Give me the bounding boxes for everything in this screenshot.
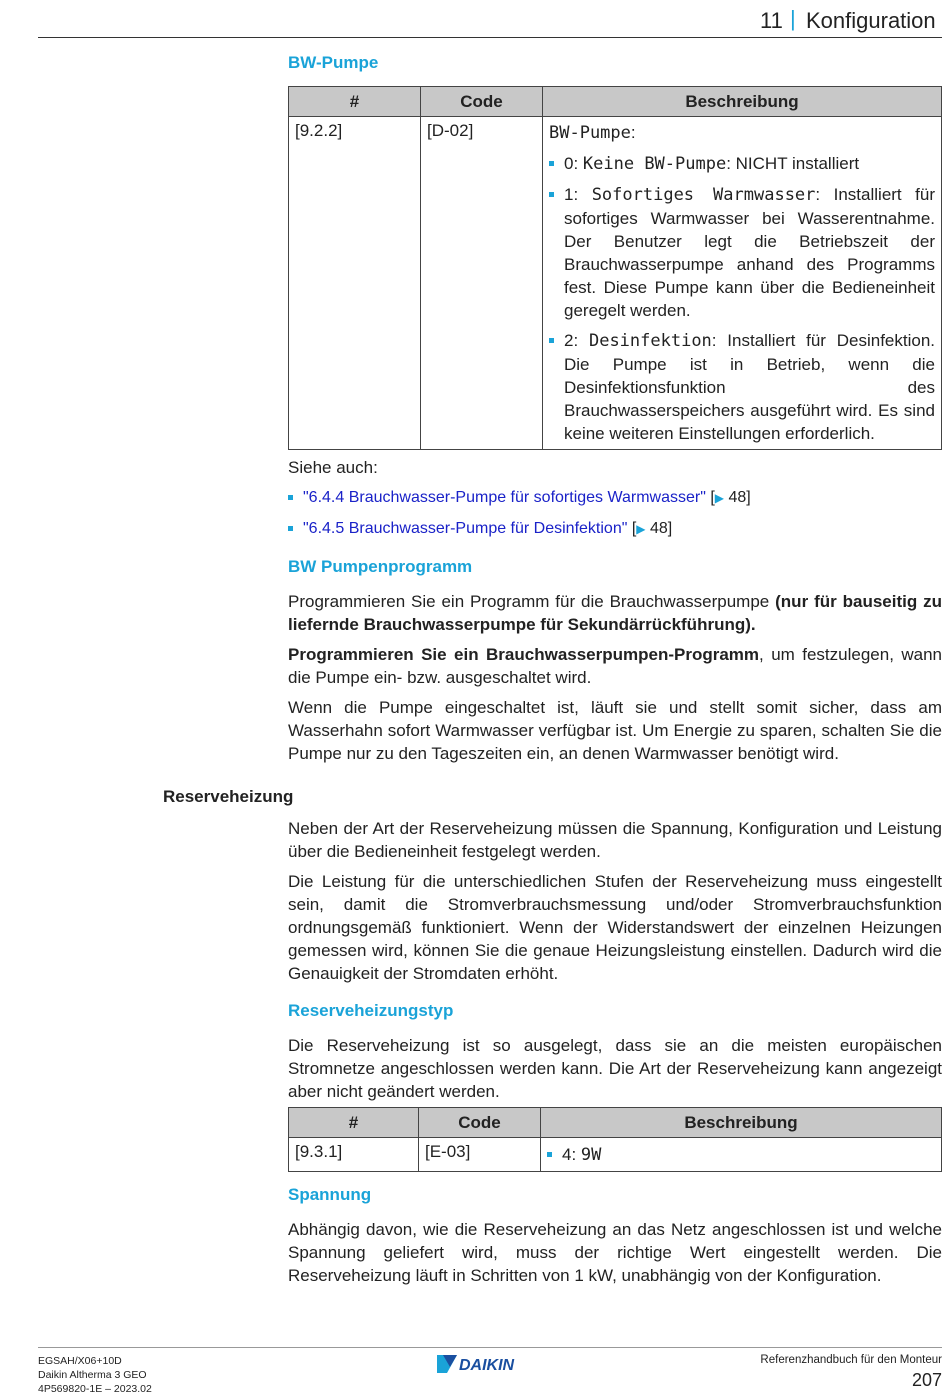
desc-intro-suffix: : (630, 123, 636, 142)
paragraph: Abhängig davon, wie die Reserveheizung an das Netz angeschlossen ist und welche Spannung geliefert wird, muss der richtige Wert eingestellt werden. Die Reserveheizung läuft in Schritten von 1 kW, unabhängig von der Konfiguration. (288, 1220, 942, 1285)
option-prefix: 0: (564, 154, 583, 173)
list-item (549, 329, 935, 445)
option-value: Keine BW-Pumpe (582, 154, 727, 174)
list-item (549, 183, 935, 322)
daikin-logo (437, 1353, 541, 1380)
col-header-code: Code (421, 87, 543, 117)
section-heading-bw-pumpenprogramm: BW Pumpenprogramm (288, 557, 473, 576)
see-also-list (288, 486, 942, 541)
cell-desc (541, 1138, 942, 1172)
cell-desc (543, 117, 942, 450)
footer-rule (38, 1347, 942, 1348)
list-item: "6.4.4 Brauchwasser-Pumpe für sofortiges Warmwasser" [▶ 48] (288, 486, 942, 510)
col-header-desc: Beschreibung (543, 87, 942, 117)
list-item: "6.4.5 Brauchwasser-Pumpe für Desinfektion" [▶ 48] (288, 517, 942, 541)
footer-docnum: 4P569820-1E – 2023.02 (38, 1383, 152, 1395)
paragraph: Die Reserveheizung ist so ausgelegt, dass sie an die meisten europäischen Stromnetze angeschlossen werden kann. Die Art der Reserveheizung kann angezeigt aber nicht geändert werden. (288, 1036, 942, 1101)
paragraph: Die Leistung für die unterschiedlichen Stufen der Reserveheizung muss eingestellt sein, damit die Stromverbrauchsmessung und/oder Stromverbrauchsfunktion ordnungsgemäß funktioniert. Wenn der Widerstandswert der einzelnen Heizungen gemessen wird, können Sie die genaue Heizungsleistung einstellen. Dadurch wird die Genauigkeit der Stromdaten erhöht. (288, 872, 942, 983)
col-header-num: # (289, 1108, 419, 1138)
text-bold: (nur für bauseitig zu liefernde Brauchwasserpumpe für Sekundärrückführung). (288, 592, 942, 634)
text-normal: , um festzulegen, wann die Pumpe ein- bzw. ausgeschaltet wird. (288, 645, 942, 687)
paragraph: Wenn die Pumpe eingeschaltet ist, läuft sie und stellt somit sicher, dass am Wasserhahn sofort Warmwasser verfügbar ist. Um Energie zu sparen, schalten Sie die Pumpe nur zu den Tageszeiten ein, an denen Warmwasser benötigt wird. (288, 698, 942, 763)
reserveheizung-body (288, 817, 942, 985)
option-text: : NICHT installiert (726, 154, 860, 173)
option-list (547, 1143, 935, 1167)
option-text: : Installiert für sofortiges Warmwasser bei Wasserentnahme. Der Benutzer legt die Betriebszeit der Brauchwasserpumpe anhand des Programms fest. Diese Pumpe kann über die Bedieneinheit geregelt werden. (564, 185, 935, 320)
footer-manual-title: Referenzhandbuch für den Monteur (760, 1354, 942, 1366)
paragraph (288, 590, 942, 636)
cell-code: [E-03] (419, 1138, 541, 1172)
footer-product: Daikin Altherma 3 GEO (38, 1369, 147, 1381)
text-bold: Programmieren Sie ein Brauchwasserpumpen-Programm (288, 645, 760, 664)
page-ref-arrow-icon: ▶ (636, 522, 646, 536)
header-rule (38, 37, 942, 38)
option-value: Desinfektion (588, 331, 712, 351)
list-item (547, 1143, 935, 1167)
table-header-row (289, 87, 942, 117)
paragraph (288, 643, 942, 689)
bw-pumpe-table-wrap (288, 86, 942, 450)
chapter-number: 11 (760, 8, 783, 33)
table-header-row (289, 1108, 942, 1138)
link-6-4-5[interactable]: "6.4.5 Brauchwasser-Pumpe für Desinfektion" (303, 520, 628, 537)
link-6-4-4[interactable]: "6.4.4 Brauchwasser-Pumpe für sofortiges Warmwasser" (303, 489, 706, 506)
daikin-logo-icon (437, 1353, 541, 1375)
option-value: Sofortiges Warmwasser (591, 185, 816, 205)
page-ref[interactable]: 48 (728, 489, 747, 506)
col-header-desc: Beschreibung (541, 1108, 942, 1138)
chapter-title: Konfiguration (806, 8, 936, 33)
desc-intro (549, 121, 935, 145)
option-prefix: 4: (562, 1145, 581, 1164)
section-heading-reserveheizungstyp: Reserveheizungstyp (288, 1001, 454, 1020)
col-header-code: Code (419, 1108, 541, 1138)
desc-intro-mono: BW-Pumpe (549, 123, 631, 143)
cell-code: [D-02] (421, 117, 543, 450)
bw-pumpe-table (288, 86, 942, 450)
page-ref-arrow-icon: ▶ (714, 491, 725, 505)
list-item (549, 152, 935, 176)
see-also-block (288, 456, 942, 541)
spannung-body (288, 1218, 942, 1287)
option-prefix: 1: (564, 185, 592, 204)
bw-pumpenprogramm-body (288, 590, 942, 765)
footer-model: EGSAH/X06+10D (38, 1355, 122, 1367)
table-row (289, 1138, 942, 1172)
option-value: 9W (580, 1145, 602, 1165)
table-row (289, 117, 942, 450)
option-text: : Installiert für Desinfektion. Die Pumpe ist in Betrieb, wenn die Desinfektionsfunktion des Brauchwasserspeichers ausgeführt wird. Es sind keine weiteren Einstellungen erforderlich. (564, 331, 936, 443)
col-header-num: # (289, 87, 421, 117)
footer-left (38, 1354, 152, 1396)
option-list (549, 152, 935, 445)
reserveheizungstyp-body (288, 1034, 942, 1172)
section-heading-reserveheizung: Reserveheizung (163, 787, 294, 806)
paragraph: Neben der Art der Reserveheizung müssen die Spannung, Konfiguration und Leistung über die Bedieneinheit festgelegt werden. (288, 819, 942, 861)
page-ref[interactable]: 48 (649, 520, 668, 537)
cell-num: [9.3.1] (289, 1138, 419, 1172)
section-heading-spannung: Spannung (288, 1185, 372, 1204)
header-separator: | (790, 6, 796, 31)
cell-num: [9.2.2] (289, 117, 421, 450)
reserveheizungstyp-table (288, 1107, 942, 1172)
option-prefix: 2: (564, 331, 589, 350)
logo-wordmark: DAIKIN (459, 1357, 515, 1374)
see-also-label: Siehe auch: (288, 458, 378, 477)
section-heading-bw-pumpe: BW-Pumpe (288, 53, 379, 72)
text-normal: Programmieren Sie ein Programm für die Brauchwasserpumpe (288, 592, 776, 611)
page-number: 207 (911, 1370, 942, 1390)
